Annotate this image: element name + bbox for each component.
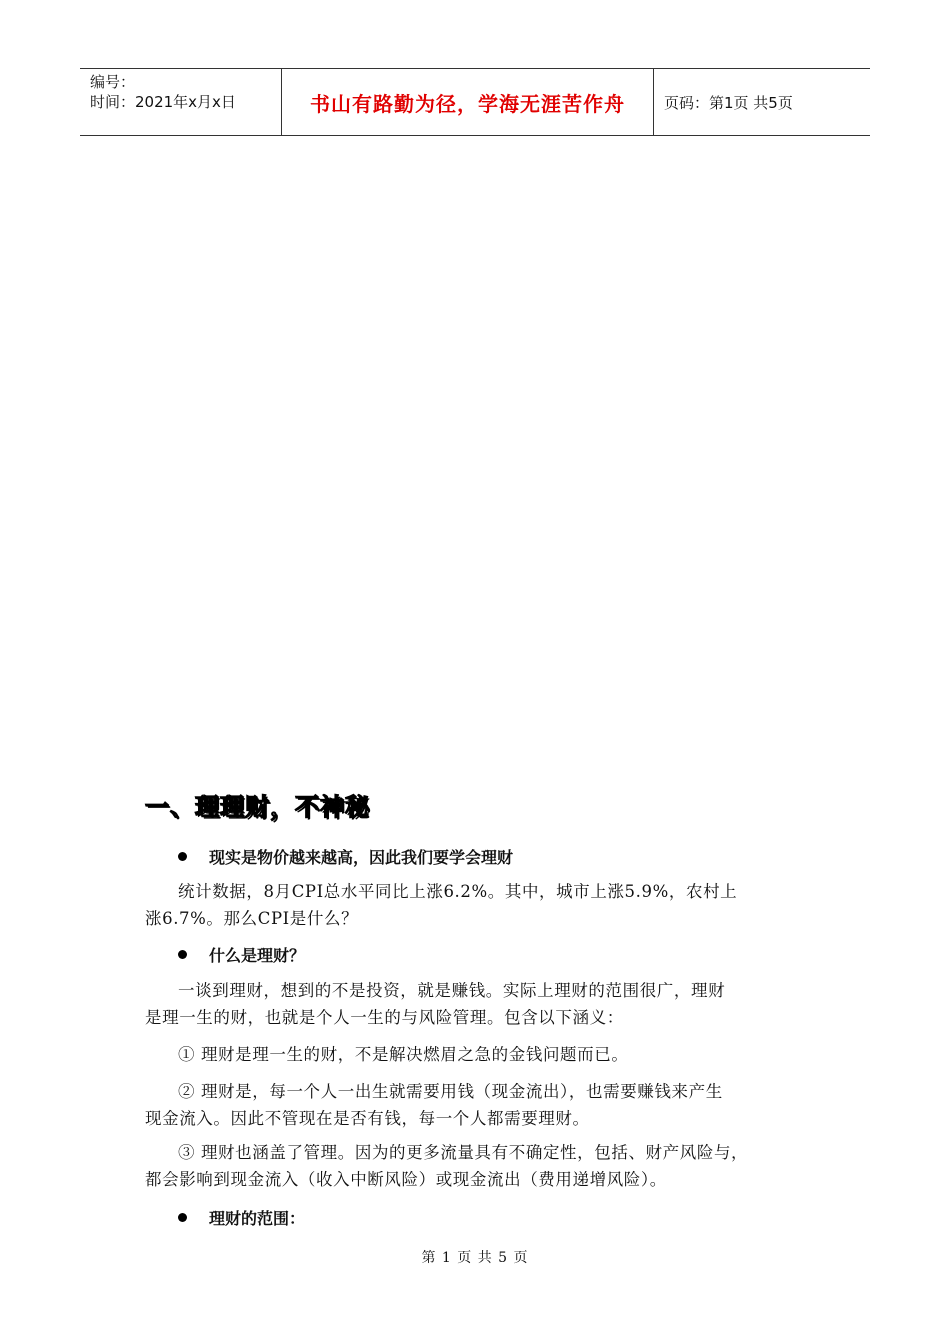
paragraph-line: 一谈到理财，想到的不是投资，就是赚钱。实际上理财的范围很广，理财 [178,981,726,1000]
bullet-dot-icon [178,950,187,959]
header-table [80,68,870,136]
paragraph-line: 现金流入。因此不管现在是否有钱，每一个人都需要理财。 [145,1109,590,1128]
header-motto: 书山有路勤为径，学海无涯苦作舟 [282,69,654,135]
paragraph-line: 涨6.7%。那么CPI是什么？ [145,909,359,928]
bullet-item-scope [178,1206,305,1229]
paragraph-point-3 [145,1139,815,1193]
bullet-text: 理财的范围： [209,1209,306,1228]
paragraph-point-2 [145,1078,815,1132]
paragraph-point-1 [145,1041,815,1068]
bullet-item-price [178,845,513,868]
paragraph-definition [145,977,815,1031]
header-left-cell [80,69,282,135]
header-time-label: 时间：2021年x月x日 [90,93,236,111]
bullet-text: 现实是物价越来越高，因此我们要学会理财 [209,848,514,867]
header-page-label: 页码：第1页 共5页 [664,93,793,112]
paragraph-line: 都会影响到现金流入（收入中断风险）或现金流出（费用递增风险）。 [145,1170,667,1189]
bullet-item-what-is [178,943,305,966]
paragraph-line: 统计数据，8月CPI总水平同比上涨6.2%。其中，城市上涨5.9%，农村上 [178,882,738,901]
page-footer: 第 1 页 共 5 页 [421,1250,529,1266]
paragraph-line: ③ 理财也涵盖了管理。因为的更多流量具有不确定性，包括、财产风险与， [178,1143,749,1162]
header-number-label: 编号： [90,73,136,91]
paragraph-line: ① 理财是理一生的财，不是解决燃眉之急的金钱问题而已。 [178,1045,629,1064]
section-title: 一、理理财，不神秘 [145,793,370,821]
paragraph-line: 是理一生的财，也就是个人一生的与风险管理。包含以下涵义： [145,1008,624,1027]
bullet-dot-icon [178,1213,187,1222]
bullet-dot-icon [178,852,187,861]
paragraph-cpi [145,878,815,932]
paragraph-line: ② 理财是，每一个人一出生就需要用钱（现金流出），也需要赚钱来产生 [178,1082,723,1101]
bullet-text: 什么是理财？ [209,946,306,965]
